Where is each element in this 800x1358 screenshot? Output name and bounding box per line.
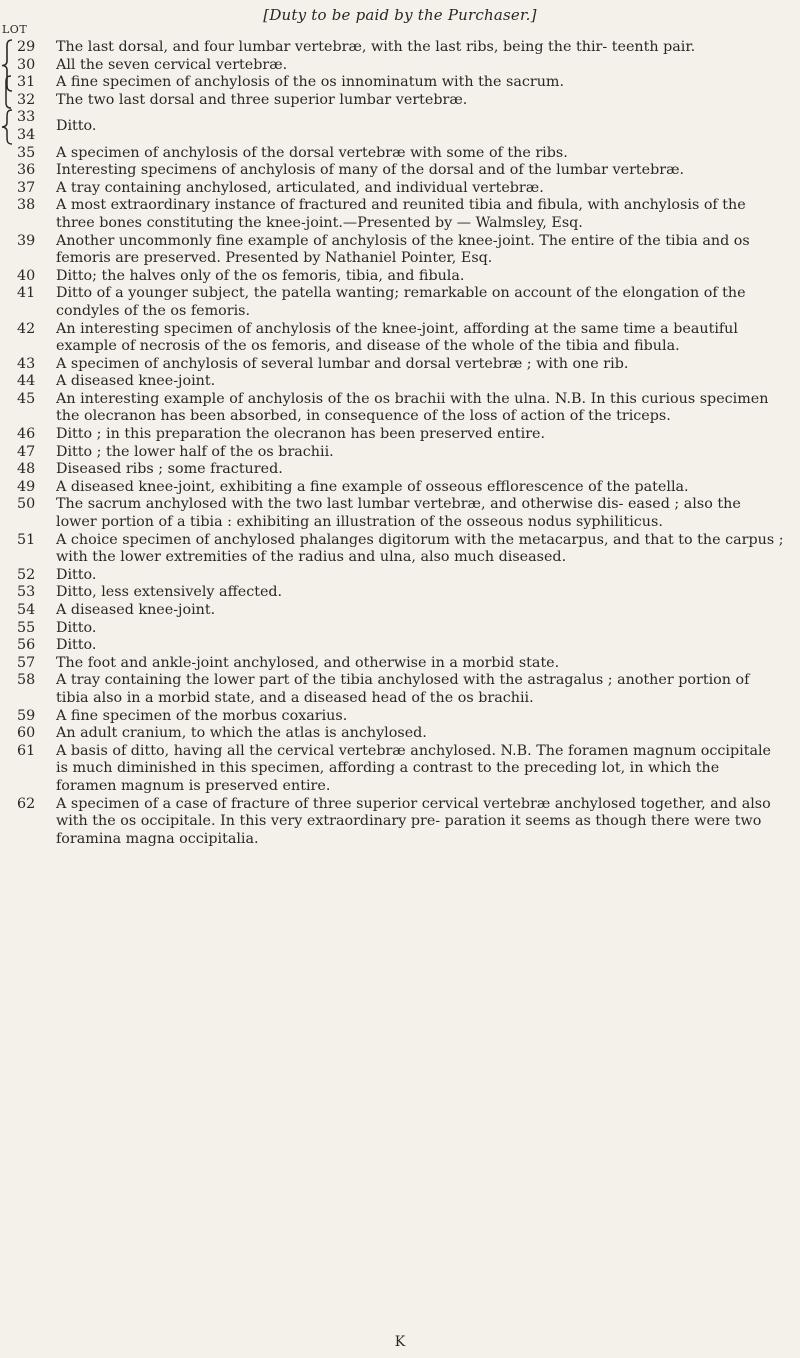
lot-description: Ditto; the halves only of the os femoris, tibia, and fibula. bbox=[56, 267, 465, 284]
lot-number: 59 bbox=[17, 707, 36, 724]
lot-number: 48 bbox=[17, 461, 36, 478]
lot-description: A diseased knee-joint, exhibiting a fine example of osseous efflorescence of the patella. bbox=[56, 478, 689, 495]
lot-number: 56 bbox=[17, 637, 36, 654]
lot-description: Another uncommonly fine example of anchylosis of the knee-joint. The entire of the tibia and os femoris are preserved. Presented by Nathaniel Pointer, Esq. bbox=[56, 232, 750, 267]
lot-description: Interesting specimens of anchylosis of many of the dorsal and of the lumbar vertebræ. bbox=[56, 162, 685, 179]
lot-entry bbox=[0, 356, 790, 374]
lot-number: 31 bbox=[17, 74, 36, 91]
lot-description: A specimen of a case of fracture of three superior cervical vertebræ anchylosed together, and also with the os occipitale. In this very extraordinary pre- paration it seems as though there were two foramina magna occipitalia. bbox=[56, 795, 771, 847]
lot-column-label: LOT bbox=[2, 23, 28, 36]
lot-description: A fine specimen of the morbus coxarius. bbox=[56, 707, 348, 724]
lot-entry bbox=[0, 637, 790, 655]
lot-description: A tray containing anchylosed, articulated, and individual vertebræ. bbox=[56, 179, 544, 196]
lot-number: 36 bbox=[17, 162, 36, 179]
lot-number: 42 bbox=[17, 320, 36, 337]
lot-number: 33 bbox=[17, 109, 36, 126]
lot-entry bbox=[0, 109, 790, 127]
lot-number: 49 bbox=[17, 478, 36, 495]
lot-entry bbox=[0, 145, 790, 163]
lot-group-29-30 bbox=[0, 39, 790, 74]
lot-entry bbox=[0, 602, 790, 620]
lot-entry bbox=[0, 620, 790, 638]
lot-description: The last dorsal, and four lumbar vertebræ, with the last ribs, being the thir- teenth pair. bbox=[56, 39, 696, 55]
lot-number: 44 bbox=[17, 373, 36, 390]
lot-entry bbox=[0, 479, 790, 497]
lot-description: Ditto of a younger subject, the patella wanting; remarkable on account of the elongation of the condyles of the os femoris. bbox=[56, 285, 746, 319]
lot-entry bbox=[0, 655, 790, 673]
lot-group-31-32 bbox=[0, 74, 790, 109]
lot-number: 51 bbox=[17, 531, 36, 548]
lot-number: 34 bbox=[17, 126, 36, 143]
lot-entry bbox=[0, 57, 790, 75]
lot-description: The two last dorsal and three superior lumbar vertebræ. bbox=[56, 91, 468, 108]
lot-description: A diseased knee-joint. bbox=[56, 373, 216, 390]
lot-entry bbox=[0, 373, 790, 391]
lot-entry bbox=[0, 567, 790, 585]
lot-entry bbox=[0, 584, 790, 602]
lot-description: The foot and ankle-joint anchylosed, and otherwise in a morbid state. bbox=[56, 654, 560, 671]
lot-description: Ditto. bbox=[56, 637, 97, 654]
lot-number: 32 bbox=[17, 91, 36, 108]
lot-number: 52 bbox=[17, 566, 36, 583]
lot-entry bbox=[0, 162, 790, 180]
lot-number: 29 bbox=[17, 39, 36, 55]
lot-description: A specimen of anchylosis of the dorsal vertebræ with some of the ribs. bbox=[56, 144, 568, 161]
lot-description: A tray containing the lower part of the tibia anchylosed with the astragalus ; another portion of tibia also in a morbid state, and a diseased head of the os brachii. bbox=[56, 672, 750, 706]
lot-entry bbox=[0, 461, 790, 479]
lot-description: An interesting example of anchylosis of the os brachii with the ulna. N.B. In this curious specimen the olecranon has been absorbed, in consequence of the loss of action of the triceps. bbox=[56, 390, 769, 425]
lot-number: 45 bbox=[17, 390, 36, 407]
lot-entry bbox=[0, 708, 790, 726]
lot-number: 41 bbox=[17, 285, 36, 302]
lot-number: 35 bbox=[17, 144, 36, 161]
lot-entry bbox=[0, 321, 790, 356]
lot-number: 30 bbox=[17, 56, 36, 73]
lot-entry bbox=[0, 74, 790, 92]
lot-entry bbox=[0, 391, 790, 426]
lot-entry bbox=[0, 180, 790, 198]
lot-description: A specimen of anchylosis of several lumbar and dorsal vertebræ ; with one rib. bbox=[56, 355, 629, 372]
lot-number: 39 bbox=[17, 232, 36, 249]
lot-description: All the seven cervical vertebræ. bbox=[56, 56, 288, 73]
lot-description: Diseased ribs ; some fractured. bbox=[56, 461, 283, 478]
lot-number: 47 bbox=[17, 443, 36, 460]
lot-entry bbox=[0, 672, 790, 707]
lot-entry bbox=[0, 743, 790, 796]
lot-description: A choice specimen of anchylosed phalanges digitorum with the metacarpus, and that to the carpus ; with the lower extremities of the radius and ulna, also much diseased. bbox=[56, 531, 784, 566]
lot-entry bbox=[0, 233, 790, 268]
lot-description: Ditto. bbox=[56, 566, 97, 583]
lot-number: 57 bbox=[17, 654, 36, 671]
lot-description: The sacrum anchylosed with the two last lumbar vertebræ, and otherwise dis- eased ; also the lower portion of a tibia : exhibiting an illustration of the osseous nodus syphiliticus. bbox=[56, 496, 741, 531]
lot-number: 43 bbox=[17, 355, 36, 372]
lot-number: 53 bbox=[17, 584, 36, 601]
lot-number: 61 bbox=[17, 742, 36, 759]
lot-number: 50 bbox=[17, 496, 36, 513]
lot-description: A most extraordinary instance of fractured and reunited tibia and fibula, with anchylosis of the three bones constituting the knee-joint.—Presented by — Walmsley, Esq. bbox=[56, 197, 746, 231]
signature-mark: K bbox=[394, 1334, 406, 1350]
lot-description: A fine specimen of anchylosis of the os innominatum with the sacrum. bbox=[56, 74, 565, 91]
lot-entry bbox=[0, 532, 790, 567]
lot-entry bbox=[0, 268, 790, 286]
lot-description: An adult cranium, to which the atlas is anchylosed. bbox=[56, 725, 427, 742]
lot-number: 40 bbox=[17, 267, 36, 284]
lot-entry bbox=[0, 197, 790, 232]
lot-entry bbox=[0, 92, 790, 110]
lot-entry bbox=[0, 796, 790, 849]
lot-entry bbox=[0, 496, 790, 531]
lot-entry bbox=[0, 444, 790, 462]
lot-number: 58 bbox=[17, 672, 36, 689]
lot-description: An interesting specimen of anchylosis of the knee-joint, affording at the same time a beautiful example of necrosis of the os femoris, and disease of the whole of the tibia and fibula. bbox=[56, 320, 738, 355]
lot-number: 54 bbox=[17, 602, 36, 618]
lot-description: Ditto. bbox=[56, 619, 97, 636]
lot-description: Ditto, less extensively affected. bbox=[56, 584, 283, 601]
lot-group-33-34 bbox=[0, 109, 790, 144]
lot-list bbox=[0, 39, 790, 848]
lot-number: 38 bbox=[17, 197, 36, 214]
lot-number: 62 bbox=[17, 795, 36, 812]
lot-number: 55 bbox=[17, 619, 36, 636]
lot-entry bbox=[0, 725, 790, 743]
lot-number: 37 bbox=[17, 179, 36, 196]
lot-description: Ditto. bbox=[56, 117, 97, 134]
lot-entry bbox=[0, 426, 790, 444]
duty-note: [Duty to be paid by the Purchaser.] bbox=[263, 6, 537, 24]
lot-entry bbox=[0, 285, 790, 320]
lot-number: 60 bbox=[17, 725, 36, 742]
lot-entry bbox=[0, 39, 790, 57]
lot-number: 46 bbox=[17, 426, 36, 443]
lot-description: Ditto ; the lower half of the os brachii. bbox=[56, 443, 334, 460]
lot-description: A basis of ditto, having all the cervical vertebræ anchylosed. N.B. The foramen magnum occipitale is much diminished in this specimen, affording a contrast to the preceding lot, in which the foramen magnum is preserved entire. bbox=[56, 742, 772, 794]
lot-description: Ditto ; in this preparation the olecranon has been preserved entire. bbox=[56, 426, 546, 443]
lot-description: A diseased knee-joint. bbox=[56, 602, 216, 618]
